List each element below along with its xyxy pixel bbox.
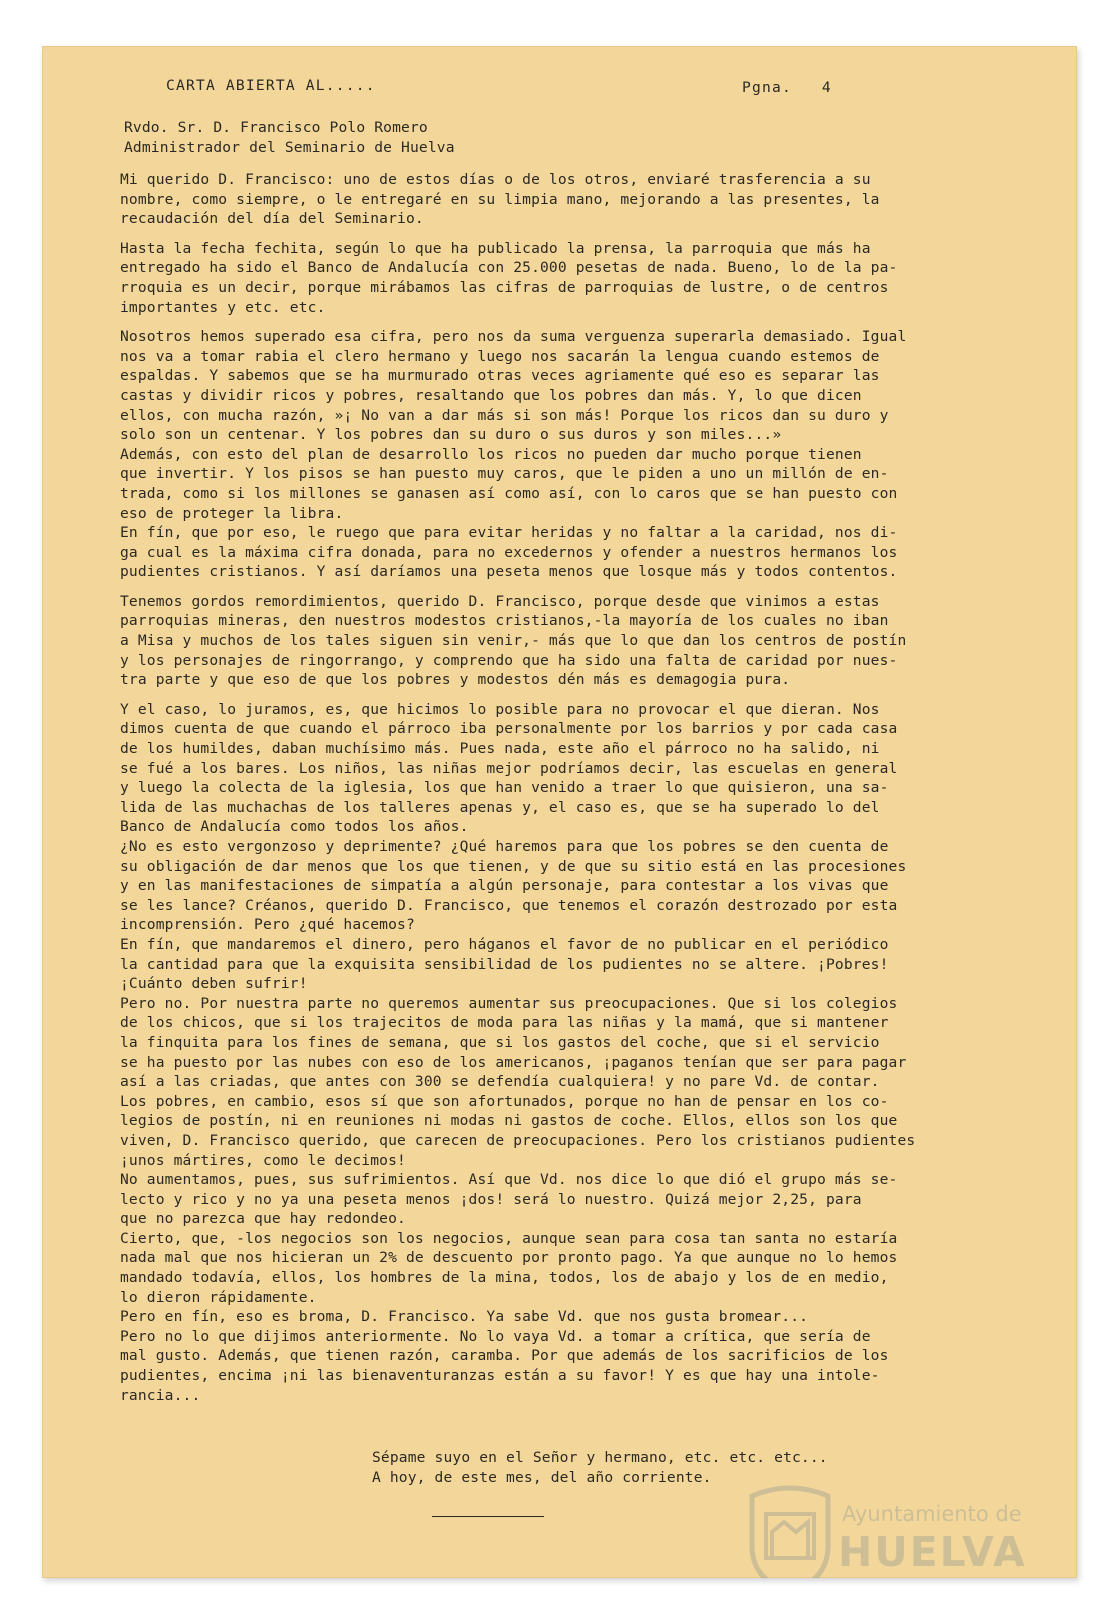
text-line: Nosotros hemos superado esa cifra, pero nos da suma verguenza superarla demasiado. Igual [120, 328, 907, 346]
paragraph-gap [120, 229, 915, 239]
text-line: recaudación del día del Seminario. [120, 210, 424, 228]
text-line: la finquita para los fines de semana, que si los gastos del coche, que si el servicio [120, 1033, 880, 1051]
text-line: entregado ha sido el Banco de Andalucía con 25.000 pesetas de nada. Bueno, lo de la pa- [120, 259, 898, 277]
paragraph [120, 239, 915, 317]
text-line: su obligación de dar menos que los que tienen, y de que su sitio está en las procesiones [120, 857, 907, 875]
text-line: No aumentamos, pues, sus sufrimientos. Así que Vd. nos dice lo que dió el grupo más se- [120, 1171, 898, 1189]
watermark-line2: HUELVA [838, 1528, 1027, 1576]
text-line: rancia... [120, 1386, 201, 1404]
text-line: nombre, como siempre, o le entregaré en su limpia mano, mejorando a las presentes, la [120, 190, 880, 208]
text-line: y los personajes de ringorrango, y comprendo que ha sido una falta de caridad por nues- [120, 651, 898, 669]
text-line: y en las manifestaciones de simpatía a algún personaje, para contestar a los vivas que [120, 877, 889, 895]
text-line: Cierto, que, -los negocios son los negocios, aunque sean para cosa tan santa no estaría [120, 1229, 898, 1247]
closing-date: A hoy, de este mes, del año corriente. [372, 1469, 712, 1486]
text-line: pudientes, encima ¡ni las bienaventuranzas están a su favor! Y es que hay una intole- [120, 1367, 880, 1385]
text-line: viven, D. Francisco querido, que carecen de preocupaciones. Pero los cristianos pudientes [120, 1131, 916, 1149]
closing-salutation: Sépame suyo en el Señor y hermano, etc. etc. etc... [372, 1449, 828, 1466]
paragraph [120, 327, 915, 582]
text-line: Pero en fín, eso es broma, D. Francisco. Ya sabe Vd. que nos gusta bromear... [120, 1308, 809, 1326]
text-line: tra parte y que eso de que los pobres y modestos dén más es demagogia pura. [120, 671, 791, 689]
paragraph-gap [120, 690, 915, 700]
text-line: así a las criadas, que antes con 300 se defendía cualquiera! y no pare Vd. de contar. [120, 1073, 880, 1091]
text-line: Mi querido D. Francisco: uno de estos días o de los otros, enviaré trasferencia a su [120, 171, 871, 188]
text-line: Además, con esto del plan de desarrollo los ricos no pueden dar mucho porque tienen [120, 445, 862, 463]
paragraph-gap [120, 582, 915, 592]
text-line: Los pobres, en cambio, esos sí que son afortunados, porque no han de pensar en los co- [120, 1092, 889, 1110]
text-line: legios de postín, ni en reuniones ni modas ni gastos de coche. Ellos, ellos son los que [120, 1112, 898, 1130]
text-line: de los chicos, que si los trajecitos de moda para las niñas y la mamá, que si mantener [120, 1014, 889, 1032]
page-number: Pgna. 4 [742, 79, 832, 96]
text-line: En fín, que mandaremos el dinero, pero háganos el favor de no publicar en el periódico [120, 935, 889, 953]
text-line: Pero no lo que dijimos anteriormente. No lo vaya Vd. a tomar a crítica, que sería de [120, 1327, 871, 1345]
text-line: dimos cuenta de que cuando el párroco iba personalmente por los barrios y por cada casa [120, 720, 898, 738]
text-line: eso de proteger la libra. [120, 504, 344, 522]
paragraph [120, 592, 915, 690]
text-line: mal gusto. Además, que tienen razón, caramba. Por que además de los sacrificios de los [120, 1347, 889, 1365]
text-line: lecto y rico y no ya una peseta menos ¡dos! será lo nuestro. Quizá mejor 2,25, para [120, 1190, 862, 1208]
text-line: Banco de Andalucía como todos los años. [120, 818, 469, 836]
text-line: Y el caso, lo juramos, es, que hicimos lo posible para no provocar el que dieran. Nos [120, 700, 880, 718]
text-line: rroquia es un decir, porque mirábamos las cifras de parroquias de lustre, o de centros [120, 278, 889, 296]
paragraph-gap [120, 317, 915, 327]
text-line: pudientes cristianos. Y así daríamos una peseta menos que losque más y todos contentos. [120, 563, 898, 581]
paragraph [120, 700, 915, 1405]
archive-watermark [742, 1476, 1072, 1578]
text-line: lida de las muchachas de los talleres apenas y, el caso es, que se ha superado lo del [120, 798, 880, 816]
text-line: parroquias mineras, den nuestros modestos cristianos,-la mayoría de los cuales no iban [120, 612, 889, 630]
text-line: se fué a los bares. Los niños, las niñas mejor podríamos decir, las escuelas en general [120, 759, 898, 777]
text-line: a Misa y muchos de los tales siguen sin venir,- más que lo que dan los centros de postín [120, 632, 907, 650]
text-line: se ha puesto por las nubes con eso de los americanos, ¡paganos tenían que ser para pagar [120, 1053, 907, 1071]
text-line: mandado todavía, ellos, los hombres de la mina, todos, los de abajo y los de en medio, [120, 1269, 889, 1287]
text-line: nos va a tomar rabia el clero hermano y luego nos sacarán la lengua cuando estemos de [120, 347, 880, 365]
text-line: la cantidad para que la exquisita sensibilidad de los pudientes no se altere. ¡Pobres! [120, 955, 889, 973]
text-line: lo dieron rápidamente. [120, 1288, 317, 1306]
letter-page [42, 46, 1077, 1578]
text-line: ellos, con mucha razón, »¡ No van a dar más si son más! Porque los ricos dan su duro y [120, 406, 889, 424]
text-line: Hasta la fecha fechita, según lo que ha publicado la prensa, la parroquia que más ha [120, 239, 871, 257]
text-line: En fín, que por eso, le ruego que para evitar heridas y no faltar a la caridad, nos di- [120, 524, 898, 542]
city-crest-icon [742, 1476, 838, 1578]
text-line: castas y dividir ricos y pobres, resaltando que los pobres dan más. Y, lo que dicen [120, 386, 862, 404]
text-line: que no parezca que hay redondeo. [120, 1210, 406, 1228]
text-line: Pero no. Por nuestra parte no queremos aumentar sus preocupaciones. Que si los colegios [120, 994, 898, 1012]
text-line: incomprensión. Pero ¿qué hacemos? [120, 916, 415, 934]
text-line: ¡Cuánto deben sufrir! [120, 975, 308, 993]
letter-body [120, 170, 915, 1405]
text-line: trada, como si los millones se ganasen así como así, con lo caros que se han puesto con [120, 484, 898, 502]
watermark-line1: Ayuntamiento de [842, 1502, 1022, 1526]
paragraph [120, 170, 915, 229]
text-line: ¿No es esto vergonzoso y deprimente? ¿Qué haremos para que los pobres se den cuenta de [120, 838, 889, 855]
text-line: solo son un centenar. Y los pobres dan su duro o sus duros y son miles...» [120, 426, 782, 444]
text-line: que invertir. Y los pisos se han puesto muy caros, que le piden a uno un millón de en- [120, 465, 889, 483]
recipient-block [124, 118, 455, 158]
text-line: Tenemos gordos remordimientos, querido D. Francisco, porque desde que vinimos a estas [120, 592, 880, 610]
letter-title: CARTA ABIERTA AL..... [166, 77, 376, 94]
text-line: ga cual es la máxima cifra donada, para no excedernos y ofender a nuestros hermanos los [120, 543, 898, 561]
text-line: y luego la colecta de la iglesia, los que han venido a traer lo que quisieron, una sa- [120, 779, 889, 797]
text-line: ¡unos mártires, como le decimos! [120, 1151, 406, 1169]
text-line: se les lance? Créanos, querido D. Francisco, que tenemos el corazón destrozado por esta [120, 896, 898, 914]
text-line: espaldas. Y sabemos que se ha murmurado otras veces agriamente qué eso es separar las [120, 367, 880, 385]
text-line: nada mal que nos hicieran un 2% de descuento por pronto pago. Ya que aunque no lo hemos [120, 1249, 898, 1267]
signature-rule [432, 1516, 544, 1517]
text-line: importantes y etc. etc. [120, 298, 326, 316]
recipient-title: Administrador del Seminario de Huelva [124, 139, 455, 156]
text-line: de los humildes, daban muchísimo más. Pues nada, este año el párroco no ha salido, ni [120, 740, 880, 758]
recipient-name: Rvdo. Sr. D. Francisco Polo Romero [124, 119, 428, 136]
